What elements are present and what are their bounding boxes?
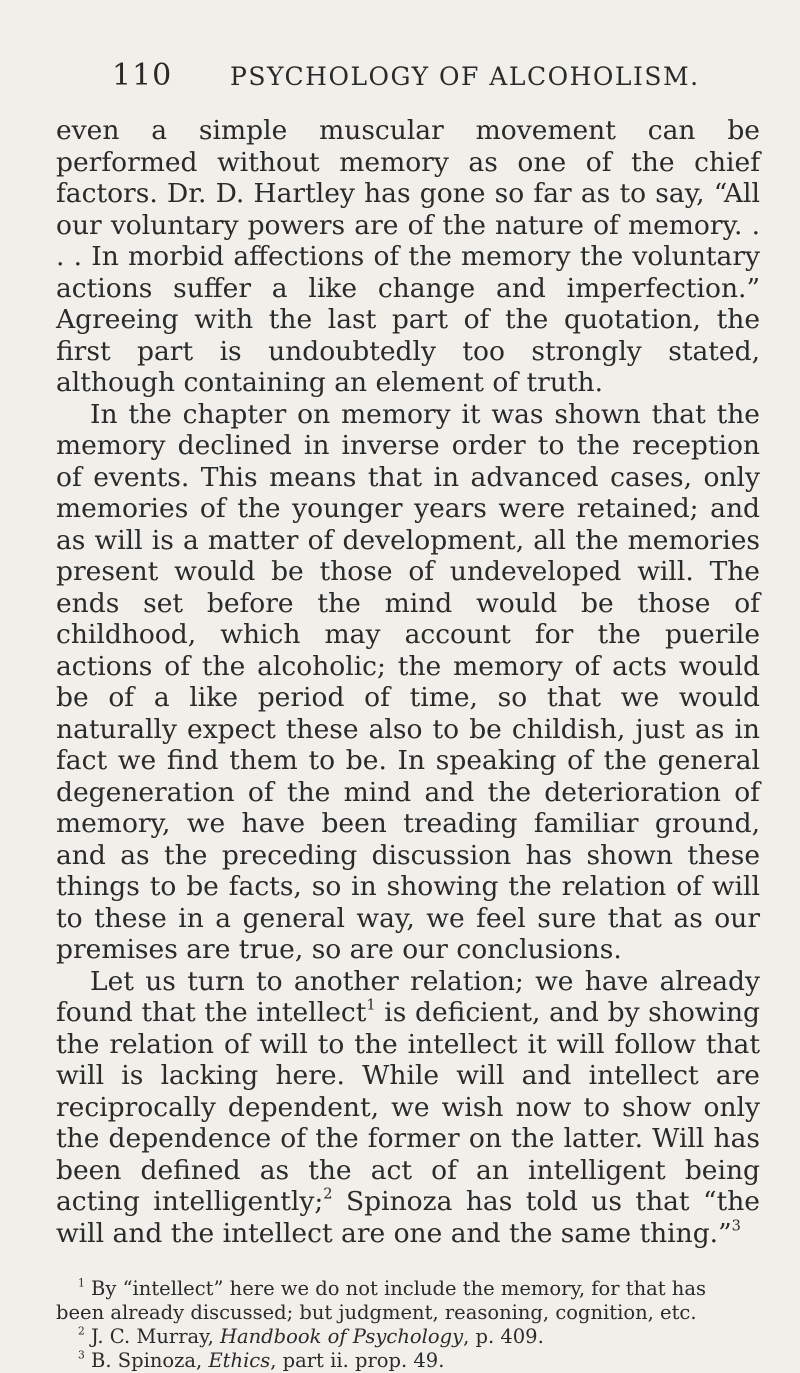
footnote-2-text-b: , p. 409. — [463, 1325, 544, 1348]
running-head: PSYCHOLOGY OF ALCOHOLISM. — [230, 62, 700, 91]
footnote-1 — [56, 1277, 760, 1325]
footnote-3-mark: 3 — [78, 1348, 85, 1362]
footnote-3 — [56, 1349, 760, 1373]
paragraph-3 — [56, 966, 760, 1250]
footnote-2-mark: 2 — [78, 1324, 85, 1338]
page-number: 110 — [112, 58, 173, 93]
footnote-ref-3: 3 — [731, 1216, 741, 1234]
page-header — [112, 58, 760, 93]
footnote-2-title: Handbook of Psychology — [219, 1325, 464, 1348]
paragraph-1: even a simple muscular movement can be performed without memory as one of the chief factors. Dr. D. Hartley has gone so far as to say, “All our voluntary powers are of the nature of memory. . . . In morbid affections of the memory the voluntary actions suffer a like change and imperfection.” Agreeing with the last part of the quotation, the first part is undoubtedly too strongly stated, although containing an element of truth. — [56, 115, 760, 398]
footnote-1-mark: 1 — [78, 1276, 85, 1290]
footnote-3-title: Ethics — [208, 1349, 271, 1372]
paragraph-3-part-a: Let us turn to another relation; we have already found that the intellect — [56, 965, 760, 1028]
footnote-2 — [56, 1325, 760, 1349]
footnote-2-text-a: J. C. Murray, — [84, 1325, 220, 1348]
footnote-3-text-a: B. Spinoza, — [84, 1349, 209, 1372]
footnote-3-text-b: , part ii. prop. 49. — [270, 1349, 445, 1372]
paragraph-3-part-b: is deficient, and by showing the relation of will to the intellect it will follow that will is lacking here. While will and intellect are reciprocally dependent, we wish now to show only the dependence of the former on the latter. Will has been defined as the act of an intelligent being acting intelligently; — [56, 997, 760, 1217]
footnote-1-text: By “intellect” here we do not include the memory, for that has been already discussed; but judgment, reasoning, cognition, etc. — [56, 1277, 706, 1324]
footnote-ref-1: 1 — [366, 996, 376, 1014]
footnote-ref-2: 2 — [323, 1185, 333, 1203]
footnotes — [56, 1277, 760, 1373]
paragraph-3-part-c: Spinoza has told us that “the will and the intellect are one and the same thing.” — [56, 1186, 760, 1249]
body-text — [56, 115, 760, 1249]
paragraph-2: In the chapter on memory it was shown that the memory declined in inverse order to the reception of events. This means that in advanced cases, only memories of the younger years were retained; and as will is a matter of development, all the memories present would be those of undeveloped will. The ends set before the mind would be those of childhood, which may account for the puerile actions of the alcoholic; the memory of acts would be of a like period of time, so that we would naturally expect these also to be childish, just as in fact we find them to be. In speaking of the general degeneration of the mind and the deterioration of memory, we have been treading familiar ground, and as the preceding discussion has shown these things to be facts, so in showing the relation of will to these in a general way, we feel sure that as our premises are true, so are our conclusions. — [56, 398, 760, 965]
